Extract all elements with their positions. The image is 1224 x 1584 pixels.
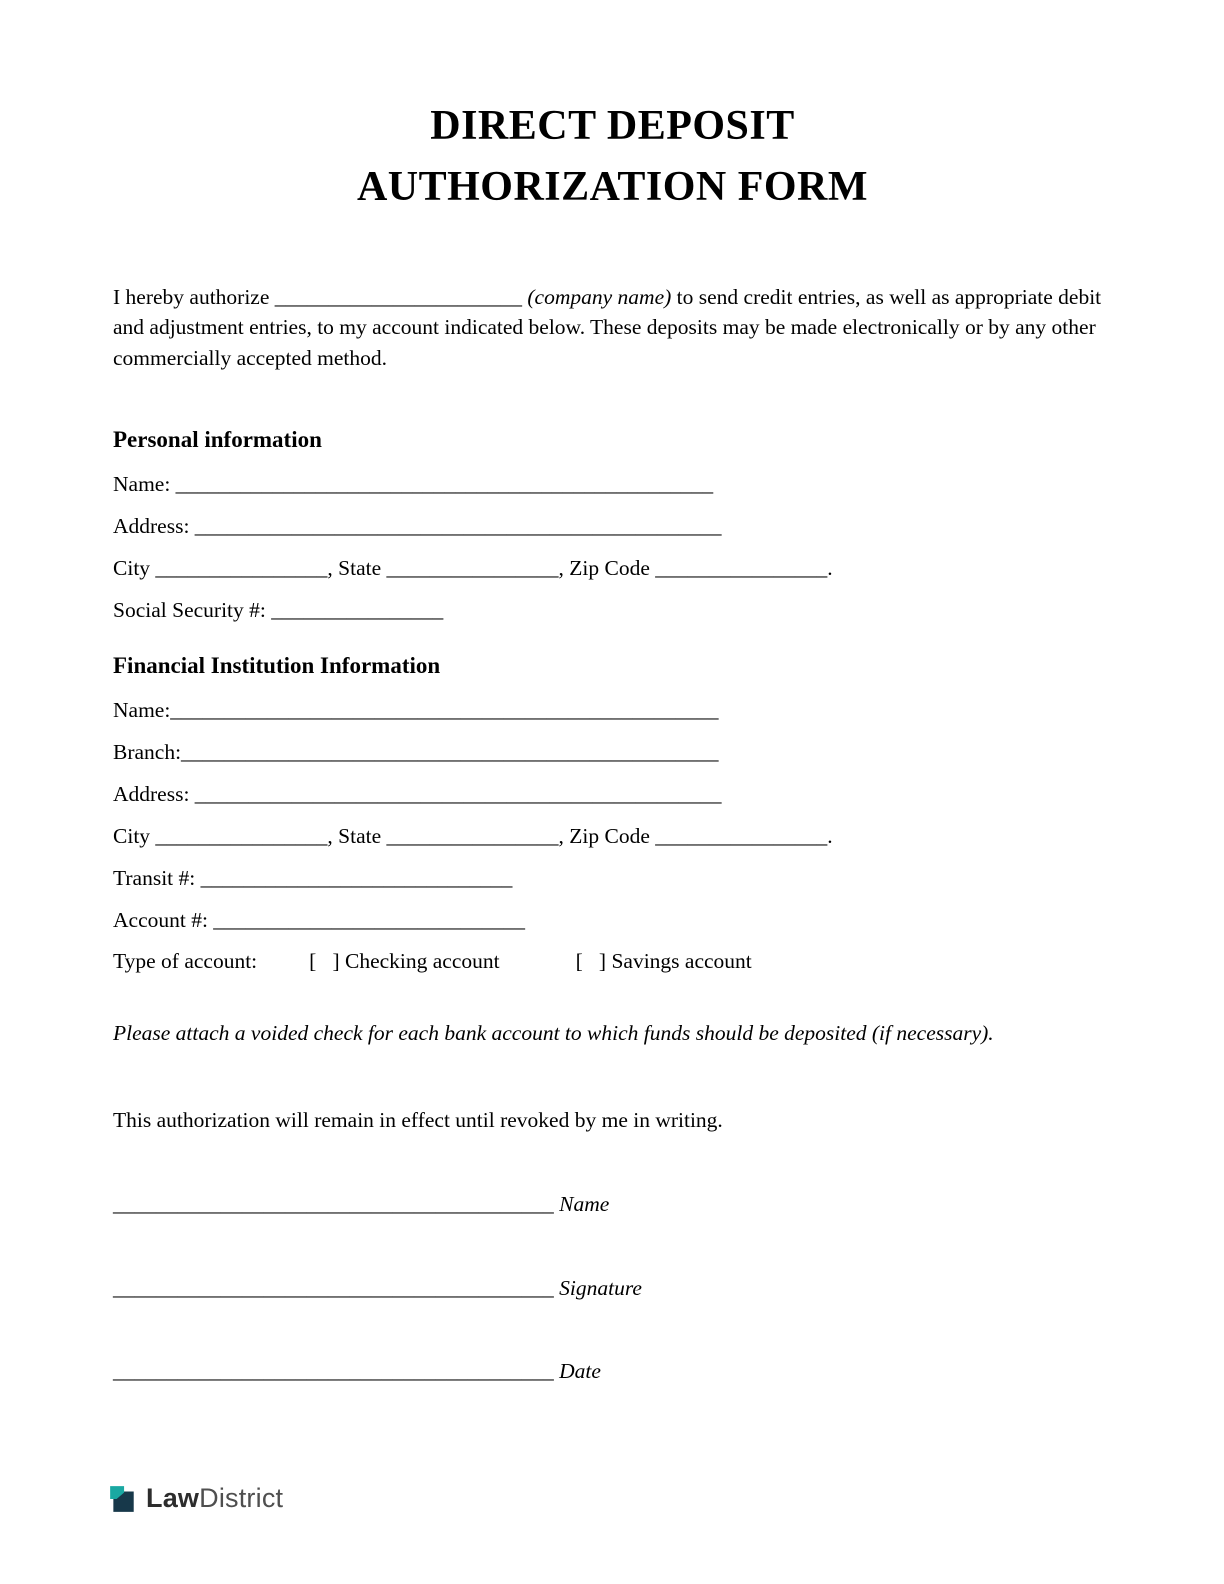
account-type-row	[113, 948, 1112, 976]
signature-blank-line: _________________________________________	[113, 1275, 560, 1300]
personal-ssn-line: Social Security #: ________________	[113, 598, 444, 623]
form-title-line2: AUTHORIZATION FORM	[356, 163, 869, 210]
financial-city-state-zip-line: City ________________, State ________________, Zip Code ________________.	[113, 823, 833, 848]
financial-address-line: Address: _________________________________________________	[113, 781, 722, 806]
signature-line-label: Signature	[559, 1275, 642, 1300]
lawdistrict-logo	[108, 1483, 283, 1514]
name-blank-line: _________________________________________	[113, 1191, 560, 1216]
financial-name-line: Name:___________________________________________________	[113, 697, 719, 722]
signature-signature-row	[113, 1275, 1112, 1303]
signature-name-row	[113, 1191, 1112, 1219]
revocation-statement: This authorization will remain in effect until revoked by me in writing.	[113, 1107, 723, 1132]
financial-info-heading: Financial Institution Information	[113, 652, 441, 678]
savings-account-checkbox: [ ] Savings account	[575, 949, 752, 974]
financial-account-line: Account #: _____________________________	[113, 907, 526, 932]
form-title	[113, 96, 1112, 218]
form-title-line1: DIRECT DEPOSIT	[430, 103, 795, 149]
intro-lead: I hereby authorize _______________________	[113, 284, 528, 309]
lawdistrict-logo-text	[146, 1483, 283, 1514]
intro-body: to send credit entries, as well as appropriate debit and adjustment entries, to my account indicated below. These deposits may be made electronically or by any other commercially accepted method.	[113, 284, 1102, 370]
name-line-label: Name	[559, 1191, 610, 1216]
account-type-label: Type of account:	[113, 949, 258, 974]
personal-address-line: Address: _________________________________________________	[113, 514, 722, 539]
intro-paragraph	[113, 282, 1112, 374]
personal-city-state-zip-line: City ________________, State ________________, Zip Code ________________.	[113, 556, 833, 581]
date-blank-line: _________________________________________	[113, 1359, 560, 1384]
date-line-label: Date	[559, 1359, 601, 1384]
logo-text-law: Law	[146, 1483, 200, 1513]
personal-info-heading: Personal information	[113, 427, 322, 453]
personal-name-line: Name: __________________________________________________	[113, 472, 714, 497]
company-name-hint: (company name)	[527, 284, 672, 309]
checking-account-checkbox: [ ] Checking account	[309, 949, 500, 974]
signature-date-row	[113, 1358, 1112, 1386]
voided-check-note: Please attach a voided check for each bank account to which funds should be deposited (if necessary).	[113, 1021, 994, 1046]
financial-branch-line: Branch:__________________________________________________	[113, 739, 719, 764]
lawdistrict-logo-icon	[108, 1484, 138, 1514]
logo-text-district: District	[199, 1483, 284, 1513]
financial-transit-line: Transit #: _____________________________	[113, 865, 513, 890]
